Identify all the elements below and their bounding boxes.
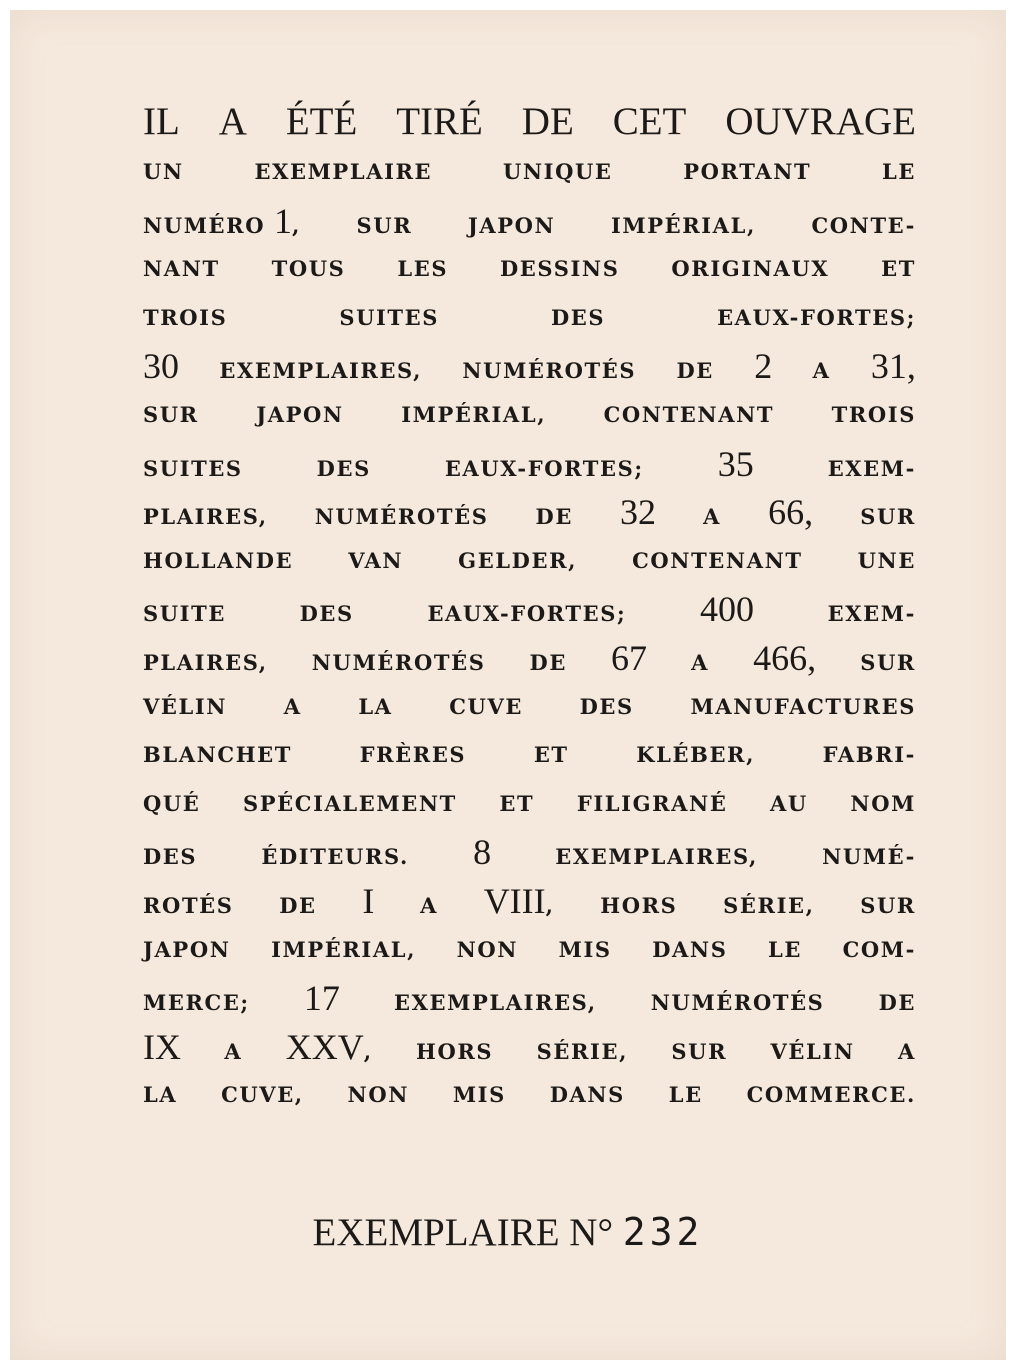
word-token: LE	[881, 159, 916, 184]
text-word	[747, 1071, 916, 1120]
text-word	[457, 926, 518, 975]
word-token: VÉLIN	[143, 693, 228, 719]
word-token: SUITES	[339, 304, 440, 330]
word-token: FRÈRES	[359, 742, 467, 768]
word-token: MANUFACTURES	[690, 693, 916, 719]
word-token: DANS	[549, 1082, 625, 1108]
word-token: JAPON	[467, 212, 556, 238]
text-line	[143, 294, 916, 343]
word-token: GELDER,	[458, 547, 578, 573]
text-word	[832, 391, 916, 440]
text-word	[690, 683, 916, 732]
text-word	[143, 537, 293, 586]
text-word	[449, 683, 523, 732]
justification-text	[143, 96, 916, 1120]
text-line	[143, 1023, 916, 1072]
word-token: NUMÉROTÉS	[462, 358, 637, 384]
word-token: MIS	[452, 1082, 506, 1108]
text-word	[143, 1023, 181, 1077]
text-word	[555, 833, 758, 882]
text-word	[828, 590, 916, 639]
text-word	[534, 731, 569, 780]
text-line	[143, 391, 916, 440]
text-word	[898, 1028, 916, 1077]
word-token: HORS	[600, 892, 678, 918]
text-word	[580, 683, 634, 732]
text-word	[360, 731, 467, 780]
text-word	[768, 488, 813, 542]
text-word	[312, 639, 486, 688]
word-token: IMPÉRIAL,	[610, 212, 756, 238]
word-token: BLANCHET	[143, 742, 292, 768]
text-word	[604, 391, 775, 440]
text-word	[860, 882, 916, 931]
text-word	[284, 683, 302, 732]
word-token: DE	[279, 892, 317, 918]
word-token: NUMÉ-	[822, 844, 916, 870]
word-token: DES	[299, 601, 354, 627]
number-token: 66,	[768, 492, 814, 533]
word-token: PLAIRES,	[143, 649, 268, 675]
text-word	[358, 683, 392, 732]
text-word	[860, 493, 916, 542]
word-token: SUR	[356, 212, 413, 238]
word-token: NOM	[850, 790, 916, 816]
text-line	[143, 634, 916, 683]
text-word	[559, 926, 612, 975]
copy-number-label: EXEMPLAIRE N°	[312, 1211, 614, 1254]
text-word	[300, 590, 354, 639]
text-word	[822, 833, 916, 882]
text-word	[811, 202, 916, 251]
text-word	[143, 683, 227, 732]
text-word	[551, 294, 605, 343]
word-token: DE	[529, 649, 567, 675]
text-word	[537, 1028, 628, 1077]
text-word	[823, 731, 916, 780]
number-token: 31,	[870, 346, 916, 387]
text-word	[143, 780, 200, 829]
text-word	[254, 148, 432, 197]
number-token: 466,	[753, 637, 817, 678]
text-word	[611, 202, 756, 251]
text-word	[143, 979, 250, 1028]
word-token: UNIQUE	[502, 159, 613, 184]
text-word	[882, 148, 916, 197]
word-token: FILIGRANÉ	[576, 790, 728, 816]
text-word	[286, 1023, 373, 1077]
word-token: SPÉCIALEMENT	[243, 790, 457, 816]
word-token: CONTENANT	[603, 401, 775, 427]
word-token: SUR	[860, 504, 916, 530]
number-token: 35	[717, 443, 754, 484]
word-token: QUÉ	[143, 790, 201, 816]
text-word	[611, 634, 647, 688]
word-token: LA	[358, 693, 393, 719]
text-word	[143, 590, 226, 639]
word-token: IMPÉRIAL,	[401, 401, 547, 427]
text-word	[879, 979, 916, 1028]
heading-word: A	[218, 100, 247, 143]
word-token: CONTE-	[811, 212, 916, 238]
word-token: LE	[668, 1082, 703, 1108]
word-token: NUMÉROTÉS	[650, 990, 825, 1016]
word-token: EAUX-FORTES;	[717, 304, 916, 330]
number-token: 8	[473, 832, 492, 873]
text-line	[143, 780, 916, 829]
text-word	[143, 294, 227, 343]
text-word	[143, 882, 234, 931]
text-word	[768, 926, 802, 975]
number-token: I	[362, 880, 375, 921]
word-token: NUMÉROTÉS	[311, 649, 486, 675]
text-line	[143, 731, 916, 780]
number-token: 17	[303, 978, 340, 1019]
word-token: HOLLANDE	[143, 547, 294, 573]
word-token: LE	[768, 936, 803, 962]
word-token: DES	[550, 304, 606, 330]
word-token: CONTENANT	[632, 547, 803, 573]
word-token: NUMÉROTÉS	[314, 504, 489, 530]
text-word	[676, 347, 713, 396]
text-line	[143, 585, 916, 634]
text-line	[143, 342, 916, 391]
text-word	[473, 828, 491, 882]
word-token: EXEMPLAIRES,	[219, 358, 422, 384]
text-word	[500, 245, 619, 294]
word-token: ET	[533, 742, 569, 768]
copy-number-value: 232	[622, 1210, 704, 1254]
text-word	[458, 537, 577, 586]
word-token: EXEMPLAIRE	[254, 159, 433, 184]
text-word	[858, 537, 916, 586]
text-word	[771, 1028, 855, 1077]
number-token: 30	[143, 346, 179, 387]
word-token: EXEMPLAIRES,	[394, 990, 597, 1016]
word-token: NON	[347, 1082, 410, 1108]
text-word	[256, 391, 344, 440]
paper-sheet	[10, 10, 1006, 1360]
text-word	[669, 1071, 703, 1120]
word-token: DE	[535, 504, 573, 530]
text-line	[143, 488, 916, 537]
number-token: IX	[143, 1026, 181, 1067]
word-token: COM-	[842, 936, 916, 962]
text-word	[317, 445, 371, 494]
text-word	[754, 342, 772, 396]
text-word	[503, 148, 613, 197]
text-line	[143, 1071, 916, 1120]
heading-word: TIRÉ	[396, 100, 483, 143]
word-token: ÉDITEURS.	[261, 844, 409, 870]
word-token: ,	[545, 892, 555, 918]
text-word	[427, 590, 626, 639]
word-token: EXEMPLAIRES,	[555, 844, 758, 870]
word-token: EXEM-	[827, 455, 916, 481]
text-word	[860, 639, 916, 688]
text-word	[499, 780, 534, 829]
text-word	[219, 347, 422, 396]
text-word	[462, 347, 636, 396]
word-token: UNE	[857, 547, 916, 573]
word-token: MERCE;	[143, 990, 250, 1016]
text-word	[143, 639, 268, 688]
text-word	[850, 780, 916, 829]
word-token: CUVE	[449, 693, 523, 719]
text-word	[143, 197, 301, 251]
text-line	[143, 683, 916, 732]
text-word	[261, 833, 409, 882]
word-token: A	[703, 504, 722, 530]
word-token: DE	[878, 990, 916, 1016]
text-word	[600, 882, 677, 931]
word-token: A	[691, 649, 710, 675]
heading-word: CET	[612, 100, 687, 143]
word-token: ORIGINAUX	[671, 256, 830, 282]
word-token: LA	[143, 1082, 178, 1108]
text-word	[143, 148, 184, 197]
number-token: 1	[274, 200, 293, 241]
text-word	[357, 202, 413, 251]
text-word	[362, 877, 374, 931]
word-token: JAPON	[143, 936, 231, 962]
word-token: NUMÉRO	[143, 212, 275, 238]
text-word	[691, 639, 709, 688]
text-line	[143, 245, 916, 294]
text-word	[813, 347, 831, 396]
text-word	[577, 780, 728, 829]
text-word	[632, 537, 803, 586]
word-token: A	[283, 693, 302, 719]
text-word	[143, 731, 292, 780]
word-token: LES	[397, 256, 449, 282]
text-word	[143, 926, 231, 975]
text-word	[770, 780, 808, 829]
text-line	[143, 926, 916, 975]
text-word	[401, 391, 546, 440]
word-token: DE	[676, 358, 714, 384]
word-token: ,	[363, 1038, 373, 1064]
word-token: MIS	[558, 936, 612, 962]
word-token: EAUX-FORTES;	[444, 455, 644, 481]
text-word	[468, 202, 556, 251]
text-word	[224, 1028, 242, 1077]
word-token: PLAIRES,	[143, 504, 268, 530]
text-word	[636, 731, 755, 780]
word-token: KLÉBER,	[636, 742, 756, 768]
word-token: SUITES	[143, 455, 243, 481]
text-word	[550, 1071, 625, 1120]
text-word	[753, 634, 816, 688]
word-token: ,	[292, 212, 301, 238]
text-line	[143, 877, 916, 926]
word-token: HORS	[416, 1038, 494, 1064]
word-token: DES	[143, 844, 198, 870]
word-token: TROIS	[143, 304, 228, 330]
text-word	[143, 1071, 177, 1120]
heading-word: OUVRAGE	[725, 100, 916, 143]
word-token: CUVE,	[221, 1082, 304, 1108]
word-token: SUR	[671, 1038, 728, 1064]
text-word	[652, 926, 727, 975]
text-word	[271, 926, 416, 975]
text-word	[881, 245, 916, 294]
text-word	[243, 780, 457, 829]
number-token: 2	[754, 346, 773, 387]
word-token: ET	[499, 790, 535, 816]
text-line	[143, 537, 916, 586]
text-word	[671, 245, 829, 294]
text-line	[143, 148, 916, 197]
word-token: EAUX-FORTES;	[427, 601, 627, 627]
text-word	[843, 926, 916, 975]
number-token: VIII	[483, 880, 546, 921]
text-line	[143, 828, 916, 877]
word-token: VÉLIN	[770, 1038, 855, 1064]
word-token: A	[224, 1038, 243, 1064]
text-word	[304, 974, 340, 1028]
word-token: DES	[316, 455, 371, 481]
word-token: VAN	[348, 547, 404, 573]
word-token: JAPON	[256, 401, 344, 427]
text-word	[315, 493, 489, 542]
number-token: 32	[620, 492, 657, 533]
word-token: IMPÉRIAL,	[271, 936, 416, 962]
text-word	[420, 882, 438, 931]
word-token: TOUS	[271, 256, 346, 282]
text-word	[453, 1071, 506, 1120]
word-token: ET	[881, 256, 916, 282]
heading-word: ÉTÉ	[285, 100, 358, 143]
text-word	[671, 1028, 727, 1077]
text-line	[143, 197, 916, 246]
text-word	[394, 979, 597, 1028]
text-word	[700, 585, 754, 639]
word-token: TROIS	[831, 401, 916, 427]
heading-word: IL	[143, 100, 180, 143]
word-token: SUR	[860, 649, 916, 675]
word-token: A	[812, 358, 831, 384]
word-token: A	[898, 1038, 916, 1064]
justification-body	[143, 148, 916, 1120]
word-token: FABRI-	[822, 742, 916, 768]
word-token: SUITE	[143, 601, 226, 627]
text-word	[828, 445, 916, 494]
text-word	[339, 294, 439, 343]
word-token: A	[420, 892, 438, 918]
text-word	[717, 294, 916, 343]
word-token: SÉRIE,	[536, 1038, 628, 1064]
text-word	[143, 445, 243, 494]
word-token: COMMERCE.	[746, 1082, 916, 1108]
text-word	[143, 493, 268, 542]
number-token: 67	[611, 637, 648, 678]
number-token: XXV	[285, 1026, 364, 1067]
word-token: UN	[143, 159, 184, 184]
word-token: SUR	[860, 892, 916, 918]
text-word	[871, 342, 916, 396]
text-word	[143, 342, 179, 396]
text-word	[620, 488, 656, 542]
word-token: NON	[456, 936, 519, 962]
text-word	[279, 882, 316, 931]
word-token: AU	[770, 790, 808, 816]
text-word	[272, 245, 346, 294]
text-word	[723, 882, 814, 931]
text-word	[348, 537, 403, 586]
text-word	[143, 391, 199, 440]
text-word	[143, 833, 197, 882]
word-token: EXEM-	[827, 601, 916, 627]
word-token: SUR	[143, 401, 199, 427]
text-word	[445, 445, 644, 494]
word-token: SÉRIE,	[723, 892, 815, 918]
word-token: ROTÉS	[143, 892, 234, 918]
number-token: 400	[700, 589, 755, 630]
text-word	[397, 245, 448, 294]
word-token: DANS	[652, 936, 728, 962]
text-word	[416, 1028, 493, 1077]
text-word	[536, 493, 573, 542]
text-word	[348, 1071, 409, 1120]
text-word	[718, 440, 754, 494]
word-token: PORTANT	[683, 159, 812, 184]
heading-word: DE	[521, 100, 574, 143]
text-word	[484, 877, 555, 931]
text-line	[143, 440, 916, 489]
word-token: DESSINS	[500, 256, 620, 282]
text-word	[703, 493, 721, 542]
text-word	[530, 639, 567, 688]
text-word	[683, 148, 811, 197]
copy-number	[10, 1210, 1006, 1255]
text-word	[651, 979, 825, 1028]
text-line	[143, 974, 916, 1023]
justification-heading	[143, 96, 916, 148]
text-word	[143, 245, 220, 294]
word-token: DES	[579, 693, 634, 719]
word-token: NANT	[143, 256, 220, 282]
text-word	[221, 1071, 304, 1120]
